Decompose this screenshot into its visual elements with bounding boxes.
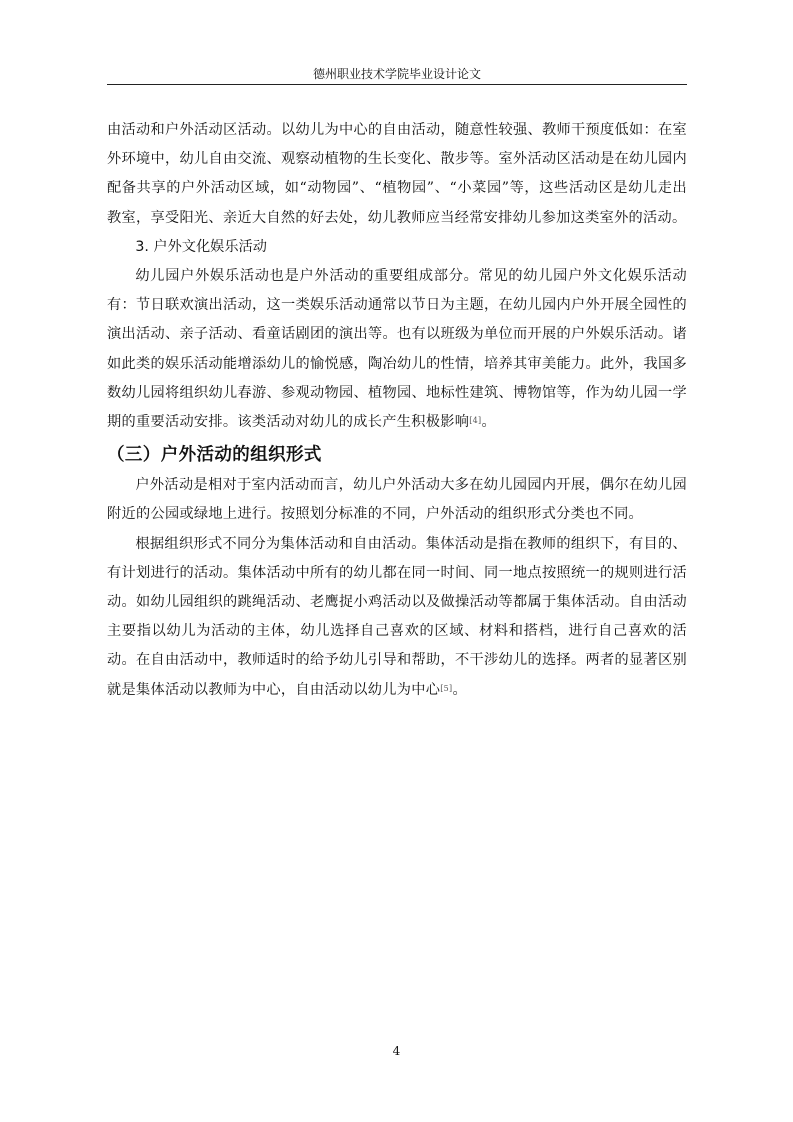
header-rule <box>107 84 687 85</box>
paragraph-entertainment-text: 幼儿园户外娱乐活动也是户外活动的重要组成部分。常见的幼儿园户外文化娱乐活动有：节日联欢演出活动，这一类娱乐活动通常以节日为主题，在幼儿园内户外开展全园性的演出活动、亲子活动、看童话剧团的演出等。也有以班级为单位而开展的户外娱乐活动。诸如此类的娱乐活动能增添幼儿的愉悦感，陶冶幼儿的性情，培养其审美能力。此外，我国多数幼儿园将组织幼儿春游、参观动物园、植物园、地标性建筑、博物馆等，作为幼儿园一学期的重要活动安排。该类活动对幼儿的成长产生积极影响 <box>107 268 687 431</box>
paragraph-collective-free-activity <box>107 530 687 705</box>
page-number: 4 <box>392 1044 401 1058</box>
paragraph-outdoor-definition: 户外活动是相对于室内活动而言，幼儿户外活动大多在幼儿园园内开展，偶尔在幼儿园附近的公园或绿地上进行。按照划分标准的不同，户外活动的组织形式分类也不同。 <box>107 477 687 523</box>
document-body <box>107 116 687 705</box>
citation-4: [4] <box>469 416 482 426</box>
citation-5: [5] <box>440 683 453 693</box>
paragraph-end-mark: 。 <box>452 681 467 698</box>
running-header: 德州职业技术学院毕业设计论文 <box>312 67 481 81</box>
paragraph-end-mark: 。 <box>481 414 496 431</box>
subheading-outdoor-entertainment: 3. 户外文化娱乐活动 <box>135 238 267 255</box>
paragraph-entertainment <box>107 262 687 437</box>
paragraph-collective-text: 根据组织形式不同分为集体活动和自由活动。集体活动是指在教师的组织下，有目的、有计划进行的活动。集体活动中所有的幼儿都在同一时间、同一地点按照统一的规则进行活动。如幼儿园组织的跳绳活动、老鹰捉小鸡活动以及做操活动等都属于集体活动。自由活动主要指以幼儿为活动的主体，幼儿选择自己喜欢的区域、材料和搭档，进行自己喜欢的活动。在自由活动中，教师适时的给予幼儿引导和帮助，不干涉幼儿的选择。两者的显著区别就是集体活动以教师为中心，自由活动以幼儿为中心 <box>107 535 687 698</box>
paragraph-continuation: 由活动和户外活动区活动。以幼儿为中心的自由活动，随意性较强、教师干预度低如：在室外环境中，幼儿自由交流、观察动植物的生长变化、散步等。室外活动区活动是在幼儿园内配备共享的户外活动区域，如“动物园”、“植物园”、“小菜园”等，这些活动区是幼儿走出教室，享受阳光、亲近大自然的好去处，幼儿教师应当经常安排幼儿参加这类室外的活动。 <box>107 122 687 226</box>
section-heading-organization-forms: （三）户外活动的组织形式 <box>107 445 322 466</box>
